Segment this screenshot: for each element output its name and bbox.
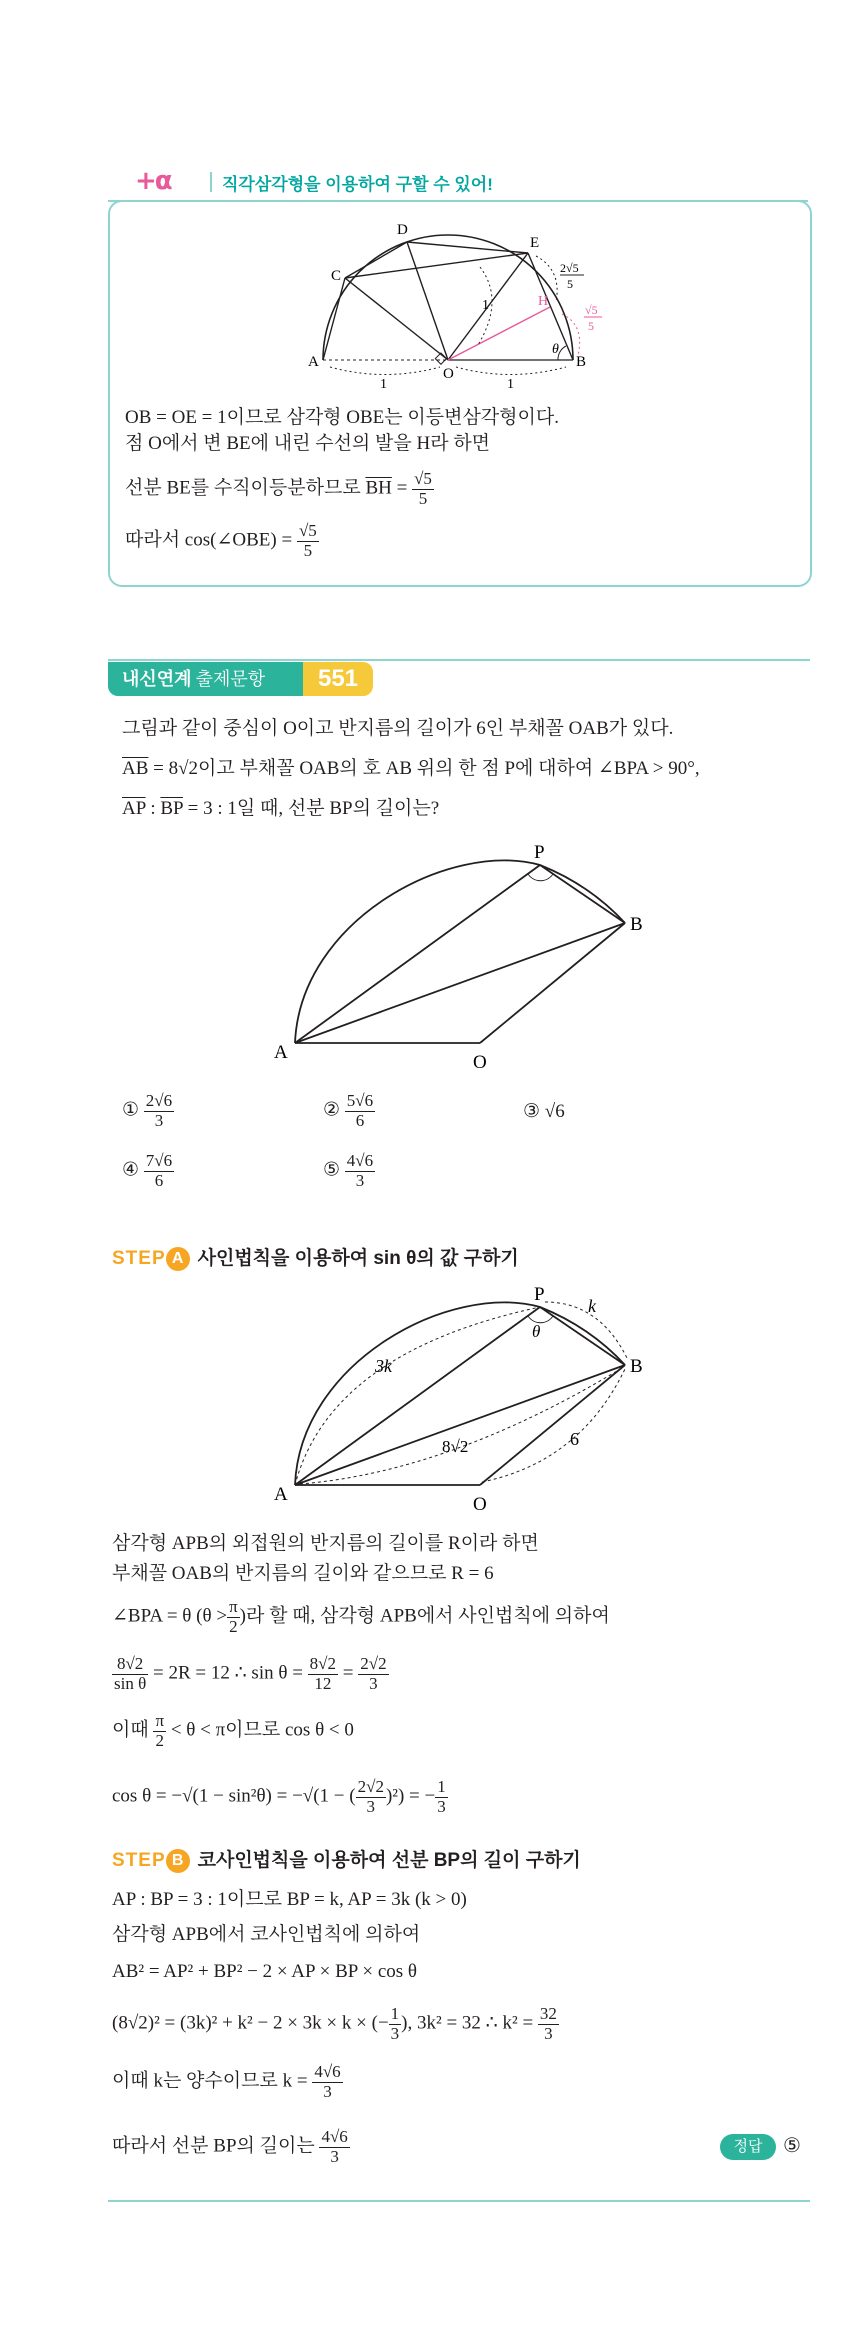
tip-co bbox=[345, 278, 448, 360]
tip-line-4-frac: $\frac{√5}{5}$ bbox=[298, 521, 317, 560]
step-a-label-a: A bbox=[274, 1484, 288, 1505]
problem-label-a: A bbox=[274, 1042, 288, 1063]
problem-figure bbox=[270, 830, 650, 1080]
step-a-header: STEP A 사인법칙을 이용하여 sin θ의 값 구하기 bbox=[112, 1248, 519, 1269]
step-b-badge-icon: B bbox=[166, 1849, 190, 1873]
problem-q3: $\overline{AP}$ : $\overline{BP} = 3$ : 1일 때, 선분 BP의 길이는? bbox=[122, 798, 440, 819]
step-a-line-6: cos θ = −√(1 − sin²θ) = −√(1 − ( $\frac{2√2}{3}$ )²) = − $\frac{1}{3}$ bbox=[112, 1777, 446, 1816]
tip-frac-pink-n: √5 bbox=[585, 303, 598, 317]
problem-angle-arc bbox=[528, 874, 553, 881]
step-a-line-2: 부채꼴 OAB의 반지름의 길이와 같으므로 R = 6 bbox=[112, 1563, 494, 1584]
tip-cd bbox=[345, 242, 407, 278]
choice-1[interactable]: ① $\frac{2√6}{3}$ bbox=[122, 1091, 173, 1130]
step-a-label-p: P bbox=[534, 1284, 545, 1305]
step-a-line-5: 이때 $\frac{\pi}{2}$ < θ < π이므로 cos θ < 0 bbox=[112, 1711, 354, 1750]
tip-label-theta: θ bbox=[552, 342, 559, 357]
step-a-line-1: 삼각형 APB의 외접원의 반지름의 길이를 R이라 하면 bbox=[112, 1533, 539, 1554]
tip-label-one-ao: 1 bbox=[380, 377, 387, 390]
tip-label-d: D bbox=[397, 222, 408, 238]
tip-arc bbox=[323, 235, 573, 360]
step-a-label-8root2: 8√2 bbox=[442, 1437, 469, 1456]
choice-3[interactable]: ③ √6 bbox=[523, 1101, 565, 1122]
tip-line-3-text: 선분 BE를 수직이등분하므로 bbox=[125, 477, 361, 499]
step-a-label-b: B bbox=[630, 1356, 643, 1377]
tip-figure bbox=[300, 210, 640, 390]
tip-ac bbox=[323, 278, 345, 360]
tip-brace-ao bbox=[330, 367, 440, 375]
step-a-ab bbox=[295, 1365, 625, 1485]
problem-pb bbox=[540, 865, 625, 923]
tip-do bbox=[407, 242, 448, 360]
tip-line-3-bh: $\overline{BH}$ bbox=[365, 477, 392, 499]
tip-frac-top-n: 2√5 bbox=[560, 261, 579, 275]
tip-oh bbox=[448, 307, 550, 360]
problem-header-line bbox=[108, 659, 810, 661]
choice-4[interactable]: ④ $\frac{7√6}{6}$ bbox=[122, 1151, 173, 1190]
step-a-pb bbox=[540, 1307, 625, 1365]
problem-label: 내신연계 출제문항 bbox=[108, 662, 303, 696]
step-a-ob bbox=[480, 1365, 625, 1485]
tip-label-one-oe: 1 bbox=[482, 298, 489, 313]
tip-title: 직각삼각형을 이용하여 구할 수 있어! bbox=[222, 175, 493, 194]
problem-label-p: P bbox=[534, 842, 545, 863]
step-a-ap bbox=[295, 1307, 540, 1485]
problem-label-o: O bbox=[473, 1052, 487, 1073]
step-a-badge-icon: A bbox=[166, 1247, 190, 1271]
step-b-line-5: 이때 k는 양수이므로 k = $\frac{4√6}{3}$ bbox=[112, 2062, 341, 2101]
tip-brace-ob bbox=[456, 367, 566, 375]
step-b-line-1: AP : BP = 3 : 1이므로 BP = k, AP = 3k (k > 0) bbox=[112, 1889, 467, 1910]
step-a-label-o: O bbox=[473, 1494, 487, 1515]
problem-ap bbox=[295, 865, 540, 1043]
step-a-figure bbox=[270, 1272, 650, 1522]
choice-2[interactable]: ② $\frac{5√6}{6}$ bbox=[323, 1091, 374, 1130]
tip-label-o: O bbox=[443, 366, 454, 382]
step-a-label-k: k bbox=[588, 1296, 596, 1316]
tip-line-4-text: 따라서 cos(∠OBE) = bbox=[125, 529, 293, 551]
step-b-header: STEP B 코사인법칙을 이용하여 선분 BP의 길이 구하기 bbox=[112, 1850, 581, 1871]
tip-label-a: A bbox=[308, 354, 319, 370]
step-b-line-2: 삼각형 APB에서 코사인법칙에 의하여 bbox=[112, 1924, 421, 1945]
problem-q1: 그림과 같이 중심이 O이고 반지름의 길이가 6인 부채꼴 OAB가 있다. bbox=[122, 718, 674, 739]
plus-alpha-icon: +α bbox=[135, 166, 171, 196]
step-a-line-3: ∠BPA = θ (θ > $\frac{\pi}{2}$ )라 할 때, 삼각형 APB에서 사인법칙에 의하여 bbox=[112, 1597, 610, 1636]
answer-value: ⑤ bbox=[783, 2135, 801, 2157]
step-a-label-theta: θ bbox=[532, 1322, 541, 1341]
answer-badge: 정답 bbox=[720, 2134, 776, 2160]
problem-ob bbox=[480, 923, 625, 1043]
step-a-dash-ab bbox=[300, 1368, 622, 1484]
step-b-line-3: AB² = AP² + BP² − 2 × AP × BP × cos θ bbox=[112, 1961, 418, 1982]
step-a-label-3k: 3k bbox=[375, 1356, 392, 1376]
tip-de bbox=[407, 242, 528, 253]
tip-label-b: B bbox=[576, 354, 587, 370]
problem-ab bbox=[295, 923, 625, 1043]
tip-line-3: 선분 BE를 수직이등분하므로 $\overline{BH}$ = $\frac{√5}{5}$ bbox=[125, 469, 432, 508]
tip-line-4 bbox=[125, 522, 319, 560]
tip-label-e: E bbox=[530, 235, 540, 251]
problem-label-b: B bbox=[630, 914, 643, 935]
tip-label-h: H bbox=[538, 294, 549, 309]
step-b-line-4: (8√2)² = (3k)² + k² − 2 × 3k × k × (− $\frac{1}{3}$ ), 3k² = 32 ∴ k² = $\frac{32}{3}$ bbox=[112, 2004, 557, 2043]
step-a-line-4: $\frac{8√2}{\text{sin θ}}$ = 2R = 12 ∴ sin θ = $\frac{8√2}{12}$ = $\frac{2√2}{3}$ bbox=[114, 1654, 387, 1693]
tip-angle-arc bbox=[558, 346, 566, 360]
problem-q2: $\overline{AB} = 8√2$이고 부채꼴 OAB의 호 AB 위의 한 점 P에 대하여 ∠BPA > 90°, bbox=[122, 758, 700, 779]
step-b-line-6: 따라서 선분 BP의 길이는 $\frac{4√6}{3}$ bbox=[112, 2127, 348, 2166]
step-a-label-6: 6 bbox=[570, 1429, 579, 1449]
tip-line-1: OB = OE = 1이므로 삼각형 OBE는 이등변삼각형이다. bbox=[125, 407, 559, 428]
bottom-rule bbox=[108, 2200, 810, 2202]
tip-line-2: 점 O에서 변 BE에 내린 수선의 발을 H라 하면 bbox=[125, 433, 491, 454]
problem-number: 551 bbox=[303, 662, 373, 696]
tip-label-one-ob: 1 bbox=[507, 377, 514, 390]
tip-separator bbox=[210, 172, 212, 192]
choice-5[interactable]: ⑤ $\frac{4√6}{3}$ bbox=[323, 1151, 374, 1190]
tip-frac-pink-d: 5 bbox=[588, 319, 594, 333]
tip-label-c: C bbox=[331, 268, 342, 284]
tip-line-3-frac: $\frac{√5}{5}$ bbox=[414, 469, 432, 508]
tip-ce bbox=[345, 253, 528, 278]
tip-frac-top-d: 5 bbox=[567, 277, 573, 291]
